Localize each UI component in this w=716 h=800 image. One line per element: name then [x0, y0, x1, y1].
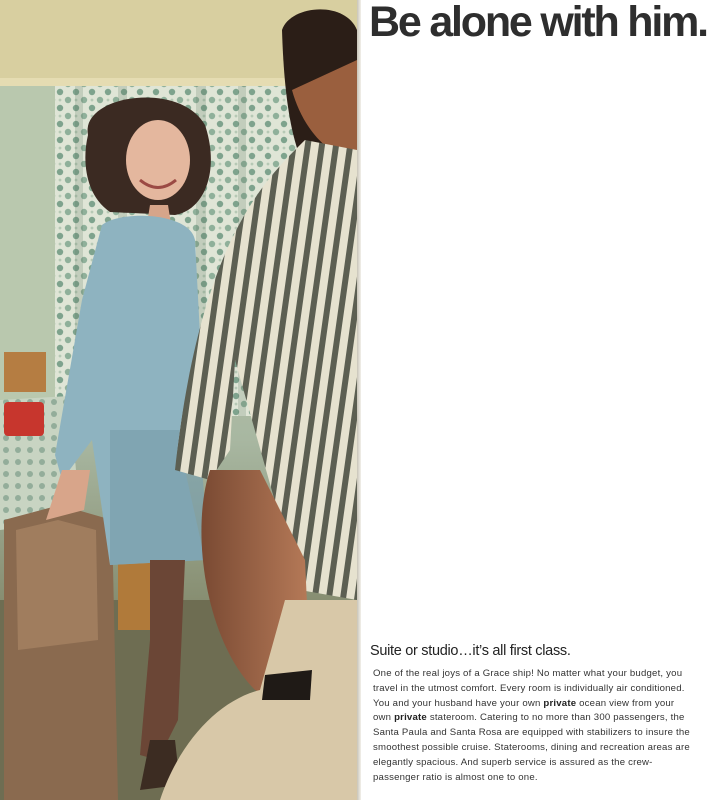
body-text-1: One of the real joys of a Grace ship! No matter what your budget, you travel in the utmost comfort. Every room is individually air conditioned. You and your husband have your own: [373, 668, 685, 709]
page-gutter: [357, 0, 361, 800]
emphasis-private-1: private: [543, 697, 577, 709]
emphasis-private-2: private: [394, 712, 427, 724]
headboard: [4, 352, 46, 392]
stateroom-illustration: [0, 0, 357, 800]
stateroom-photo: [0, 0, 357, 800]
red-handbag: [4, 402, 44, 436]
body-copy: [373, 667, 691, 785]
headline: Be alone with him.: [369, 0, 707, 46]
subheading: Suite or studio…it’s all first class.: [370, 643, 571, 659]
body-text-3: stateroom. Catering to no more than 300 passengers, the Santa Paula and Santa Rosa are equipped with stabilizers to insure the smoothest possible cruise. Staterooms, dining and recreation areas are elegantly spacious. And superb service is assured as the crew-passenger ratio is almost one to one.: [373, 712, 690, 783]
body-text-2: ocean view from your own: [373, 697, 675, 724]
